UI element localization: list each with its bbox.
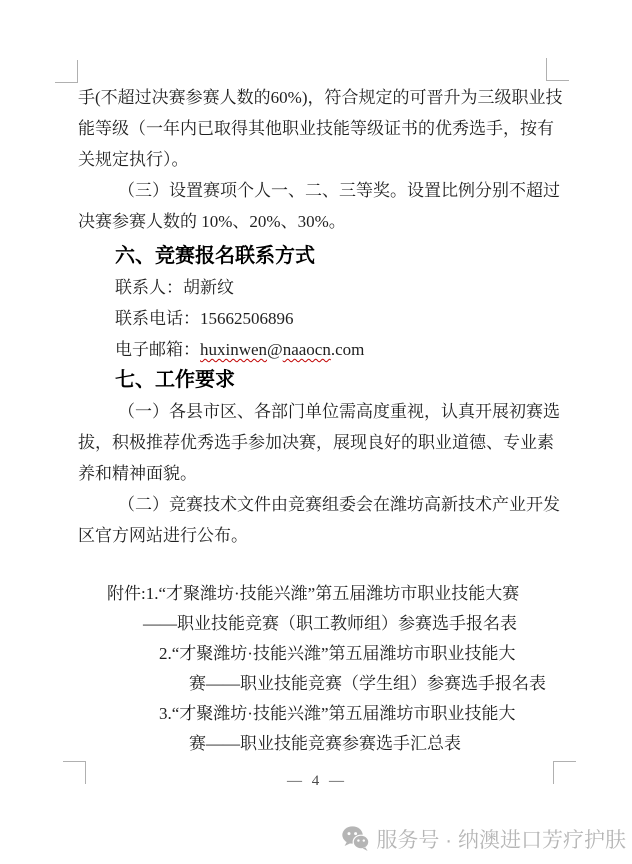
paragraph-line: 关规定执行）。 (78, 150, 189, 169)
attachment-line: 赛——职业技能竞赛参赛选手汇总表 (189, 734, 461, 753)
paragraph-line: 养和精神面貌。 (78, 464, 197, 483)
paragraph-line: 手(不超过决赛参赛人数的60%)，符合规定的可晋升为三级职业技 (78, 88, 563, 107)
contact-email-line (78, 334, 556, 365)
contact-email-user: huxinwen (200, 340, 268, 359)
attachment-list (78, 579, 556, 759)
crop-mark-top-right (546, 58, 569, 81)
paragraph-line: （三）设置赛项个人一、二、三等奖。设置比例分别不超过 (118, 181, 560, 200)
crop-mark-top-left (55, 60, 78, 83)
account-watermark (342, 824, 626, 854)
contact-email-domain: naaocn (282, 340, 331, 359)
section-heading-7: 七、工作要求 (115, 369, 235, 391)
contact-phone-line: 联系电话：15662506896 (115, 309, 294, 328)
paragraph-line: 区官方网站进行公布。 (78, 526, 248, 545)
attachment-line: 附件:1.“才聚潍坊·技能兴潍”第五届潍坊市职业技能大赛 (107, 584, 520, 603)
paragraph-line: 决赛参赛人数的 10%、20%、30%。 (78, 212, 346, 231)
contact-person-line: 联系人：胡新纹 (115, 278, 234, 297)
section-heading-6: 六、竞赛报名联系方式 (115, 245, 315, 267)
crop-mark-bottom-right (553, 761, 576, 784)
document-content (78, 82, 563, 791)
attachment-line: 赛——职业技能竞赛（学生组）参赛选手报名表 (189, 674, 546, 693)
contact-email-label: 电子邮箱： (115, 340, 200, 359)
contact-email-tld: .com (330, 340, 365, 359)
page-number: — 4 — (287, 773, 347, 789)
wechat-icon (342, 826, 369, 852)
account-watermark-label: 服务号 · 纳澳进口芳疗护肤 (376, 829, 626, 852)
attachment-line: ——职业技能竞赛（职工教师组）参赛选手报名表 (143, 614, 517, 633)
paragraph-line: 拔，积极推荐优秀选手参加决赛，展现良好的职业道德、专业素 (78, 433, 554, 452)
paragraph-line: （一）各县市区、各部门单位需高度重视，认真开展初赛选 (118, 402, 560, 421)
attachment-line: 3.“才聚潍坊·技能兴潍”第五届潍坊市职业技能大 (159, 704, 516, 723)
paragraph-line: 能等级（一年内已取得其他职业技能等级证书的优秀选手，按有 (78, 119, 554, 138)
paragraph-line: （二）竞赛技术文件由竞赛组委会在潍坊高新技术产业开发 (118, 495, 560, 514)
contact-email-at: @ (267, 340, 283, 359)
attachment-line: 2.“才聚潍坊·技能兴潍”第五届潍坊市职业技能大 (159, 644, 516, 663)
